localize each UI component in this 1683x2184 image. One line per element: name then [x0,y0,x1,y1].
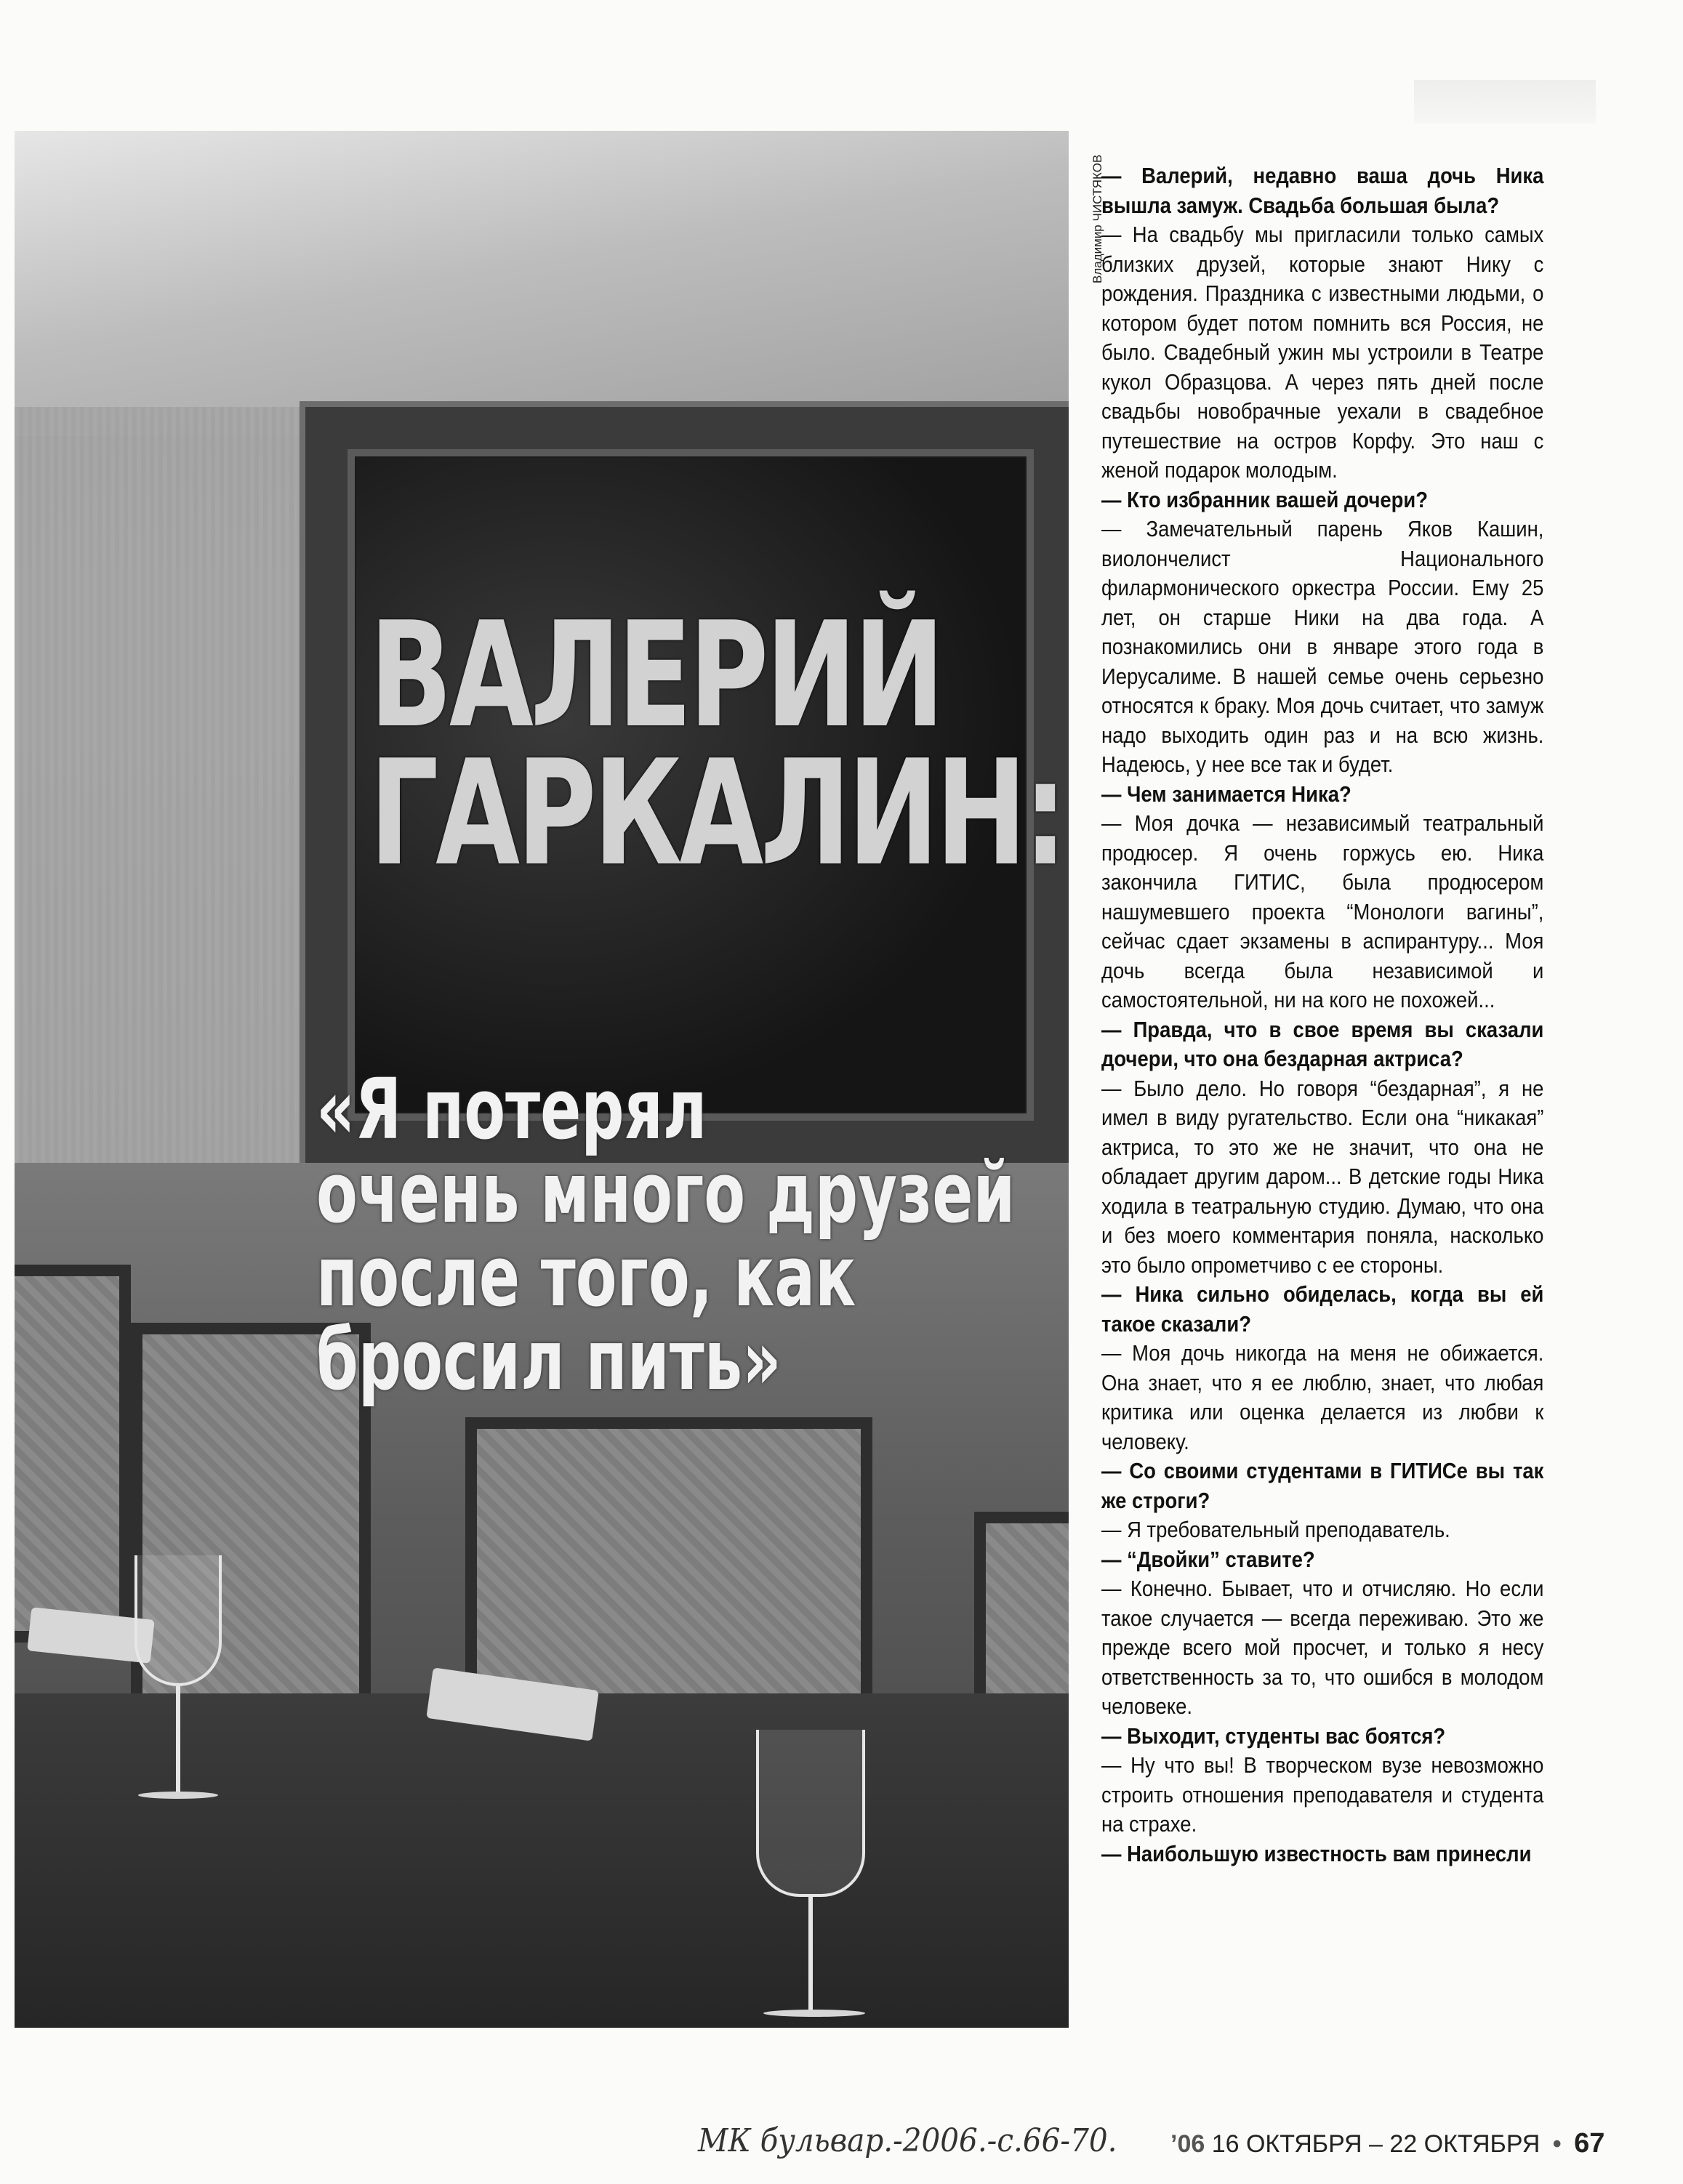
interview-question: — Валерий, недавно ваша дочь Ника вышла замуж. Свадьба большая была? [1101,164,1544,218]
headline-line: ГАРКАЛИН: [369,729,1064,898]
photo-glass-foot [763,2010,865,2017]
interview-answer: — Моя дочка — независимый театральный продюсер. Я очень горжусь ею. Ника закончила ГИТИС, была продюсером нашумевшего проекта “Монологи вагины”, сейчас сдает экзамены в аспирантуру... Моя дочь всегда была независимой и самостоятельной, ни на кого не похожей... [1101,811,1544,1012]
interview-question: — Чем занимается Ника? [1101,781,1351,807]
subhead-line: очень много друзей [316,1145,1016,1242]
footer-separator: • [1552,2130,1562,2158]
bleed-through-artifact [1414,80,1596,124]
article-subheadline [316,1061,1016,1409]
interview-question: — Правда, что в свое время вы сказали дочери, что она бездарная актриса? [1101,1017,1544,1071]
photo-glass-stem [176,1686,180,1795]
interview-question: — Со своими студентами в ГИТИСе вы так же строги? [1101,1459,1544,1513]
photo-table [15,1693,1069,2028]
footer-dates: 16 ОКТЯБРЯ – 22 ОКТЯБРЯ [1211,2130,1541,2158]
article-text-column [1101,161,1543,1869]
interview-answer: — Я требовательный преподаватель. [1101,1518,1450,1542]
photo-glass-foot [138,1792,218,1799]
subhead-line: «Я потерял [316,1061,707,1159]
interview-answer: — Моя дочь никогда на меня не обижается. Она знает, что я ее люблю, знает, что любая критика или оценка делается из любви к человеку. [1101,1341,1544,1454]
photo-credit: Владимир ЧИСТЯКОВ [1090,154,1104,283]
page-footer [1170,2128,1605,2159]
footer-year: ’06 [1170,2130,1205,2158]
interview-answer: — Ну что вы! В творческом вузе невозможно строить отношения преподавателя и студента на страхе. [1101,1753,1544,1837]
interview-answer: — На свадьбу мы пригласили только самых близких друзей, которые знают Нику с рождения. Праздника с известными людьми, о котором будет потом помнить вся Россия, не было. Свадебный ужин мы устроили в Театре кукол Образцова. А через пять дней после свадьбы новобрачные уехали в свадебное путешествие на остров Корфу. Это наш с женой подарок молодым. [1101,222,1544,483]
interview-answer: — Конечно. Бывает, что и отчисляю. Но если такое случается — всегда переживаю. Это же прежде всего мой просчет, и только я несу ответственность за то, что ошибся в молодом человеке. [1101,1576,1544,1719]
interview-answer: — Было дело. Но говоря “бездарная”, я не имел в виду ругательство. Если она “никакая” актриса, то это же не значит, что она не обладает другим даром... В детские годы Ника ходила в театральную студию. Думаю, что она и без моего комментария поняла, насколько это было опрометчиво с ее стороны. [1101,1076,1544,1278]
interview-question: — “Двойки” ставите? [1101,1547,1315,1572]
photo-chair [15,1265,131,1643]
subhead-line: после того, как [316,1228,856,1326]
interview-question: — Кто избранник вашей дочери? [1101,487,1429,512]
interview-question: — Выходит, студенты вас боятся? [1101,1723,1446,1749]
interview-answer: — Замечательный парень Яков Кашин, виолончелист Национального филармонического оркестра России. Ему 25 лет, он старше Ники на два года. А познакомились они в январе этого года в Иерусалиме. В нашей семье очень серьезно относятся к браку. Моя дочь считает, что замуж надо выходить один раз и на всю жизнь. Надеюсь, у нее все так и будет. [1101,517,1544,777]
photo-wine-glass [134,1555,222,1686]
interview-question: — Наибольшую известность вам принесли [1101,1841,1532,1866]
article-headline [369,591,1064,898]
interview-question: — Ника сильно обиделась, когда вы ей такое сказали? [1101,1282,1544,1337]
photo-wine-glass [756,1730,865,1897]
page-number: 67 [1574,2128,1605,2159]
headline-line: ВАЛЕРИЙ [369,591,941,760]
photo-glass-stem [808,1897,813,2013]
handwritten-source-note: МК бульвар.-2006.-с.66-70. [698,2122,1117,2159]
subhead-line: бросил пить» [316,1312,782,1409]
photo-drapery [15,131,1069,436]
